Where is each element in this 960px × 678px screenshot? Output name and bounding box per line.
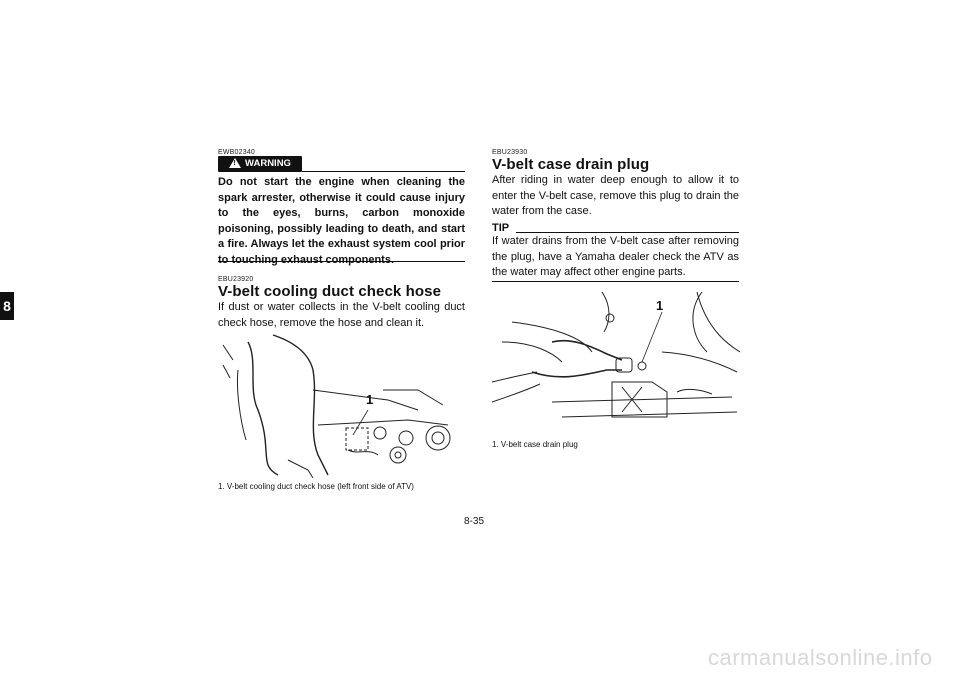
caption-number-right: 1. <box>492 440 499 449</box>
section-code-right: EBU23930 <box>492 149 528 156</box>
tip-label: TIP <box>492 222 510 234</box>
warning-text: Do not start the engine when cleaning the spark arrester, otherwise it could cause injury to the eyes, burns, carbon monoxide poisoning, possibly leading to death, and start a fire. Always let the exhaust system cool prior to touching exhaust components. <box>218 176 465 266</box>
caption-text-left: V-belt cooling duct check hose (left front side of ATV) <box>226 482 414 491</box>
warning-rule-bottom <box>218 261 465 262</box>
warning-rule-top <box>302 171 465 172</box>
caption-right <box>492 440 578 449</box>
tip-rule-top <box>516 232 739 233</box>
chapter-tab: 8 <box>0 292 14 320</box>
figure-drain-plug <box>492 292 740 434</box>
watermark-text: carmanualsonline.info <box>708 645 933 670</box>
figure-cooling-duct-hose <box>218 330 466 478</box>
section-body-left: If dust or water collects in the V-belt cooling duct check hose, remove the hose and clean it. <box>218 301 465 329</box>
warning-badge <box>218 156 302 172</box>
caption-text-right: V-belt case drain plug <box>500 440 578 449</box>
caption-left <box>218 482 414 491</box>
section-code-left: EBU23920 <box>218 276 254 283</box>
section-body-right: After riding in water deep enough to allow it to enter the V-belt case, remove this plug to drain the water from the case. <box>492 174 739 217</box>
figure-callout-left: 1 <box>366 392 374 407</box>
page-number: 8-35 <box>464 516 485 527</box>
tip-rule-bottom <box>492 281 739 282</box>
warning-triangle-icon: ! <box>229 158 241 168</box>
tip-text: If water drains from the V-belt case after removing the plug, have a Yamaha dealer check the ATV as the water may affect other engine parts. <box>492 235 739 278</box>
figure-callout-right: 1 <box>656 298 664 313</box>
warning-label: WARNING <box>245 158 291 169</box>
caption-number-left: 1. <box>218 482 225 491</box>
section-title-left: V-belt cooling duct check hose <box>218 283 442 300</box>
section-title-right: V-belt case drain plug <box>492 156 650 173</box>
warning-code: EWB02340 <box>218 149 256 156</box>
